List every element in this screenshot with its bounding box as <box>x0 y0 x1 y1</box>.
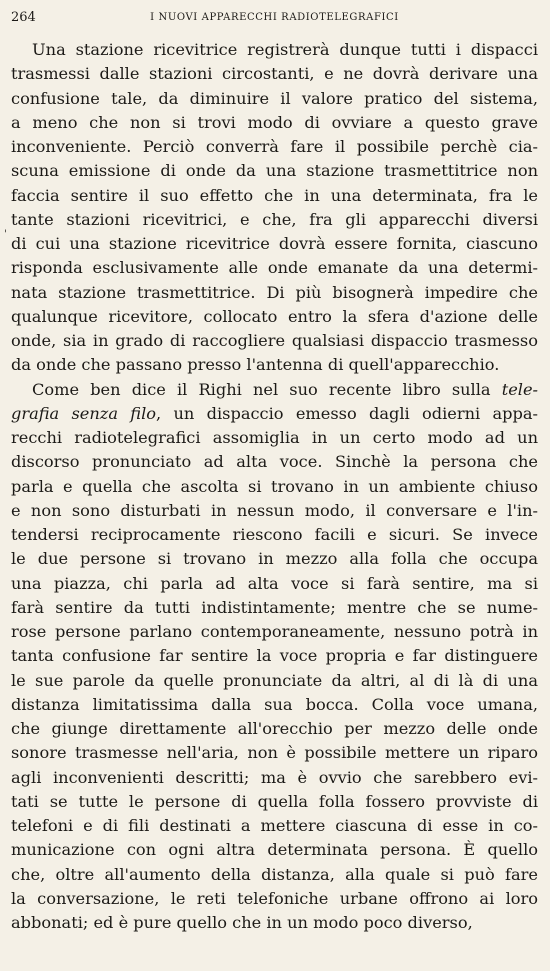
paragraph <box>11 378 538 936</box>
margin-mark: ' <box>4 229 7 240</box>
text-line: e non sono disturbati in nessun modo, il conversare e l'in- <box>11 500 538 520</box>
text-line: tendersi reciprocamente riescono facili e sicuri. Se invece <box>11 525 538 544</box>
text-line: risponda esclusivamente alle onde emanate da una determi- <box>11 258 538 278</box>
running-title: I NUOVI APPARECCHI RADIOTELEGRAFICI <box>150 12 399 23</box>
text-line: trasmessi dalle stazioni circostanti, e ne dovrà derivare una <box>11 64 538 84</box>
text-line: sonore trasmesse nell'aria, non è possibile mettere un riparo <box>11 743 538 763</box>
text-line: recchi radiotelegrafici assomiglia in un certo modo ad un <box>11 428 538 447</box>
text-line: tanta confusione far sentire la voce propria e far distinguere <box>11 646 538 666</box>
text-line: abbonati; ed è pure quello che in un modo poco diverso, <box>11 913 473 932</box>
text-line: che, oltre all'aumento della distanza, alla quale si può fare <box>11 864 538 884</box>
page-header <box>11 8 538 32</box>
text-line: le due persone si trovano in mezzo alla folla che occupa <box>11 549 538 569</box>
text-line: discorso pronunciato ad alta voce. Sinchè la persona che <box>11 452 538 472</box>
text-line: una piazza, chi parla ad alta voce si farà sentire, ma si <box>11 573 538 593</box>
text-line: Come ben dice il Righi nel suo recente libro sulla tele- <box>32 379 538 399</box>
text-line: grafia senza filo, un dispaccio emesso dagli odierni appa- <box>11 403 539 423</box>
body-text <box>11 38 538 935</box>
text-line: che giunge direttamente all'orecchio per mezzo delle onde <box>11 719 538 738</box>
page-number: 264 <box>11 10 36 25</box>
text-line: confusione tale, da diminuire il valore pratico del sistema, <box>11 88 538 108</box>
text-line: agli inconvenienti descritti; ma è ovvio che sarebbero evi- <box>11 767 538 787</box>
text-line: Una stazione ricevitrice registrerà dunque tutti i dispacci <box>32 40 538 59</box>
text-line: telefoni e di fili destinati a mettere ciascuna di esse in co- <box>11 816 538 835</box>
text-line: municazione con ogni altra determinata persona. È quello <box>11 840 538 860</box>
text-line: inconveniente. Perciò converrà fare il possibile perchè cia- <box>11 137 538 156</box>
book-title-fragment: grafia senza filo <box>11 403 157 423</box>
text-line: rose persone parlano contemporaneamente, nessuno potrà in <box>11 622 538 641</box>
text-line: farà sentire da tutti indistintamente; mentre che se nume- <box>11 597 538 617</box>
text-line: le sue parole da quelle pronunciate da altri, al di là di una <box>11 670 538 690</box>
paragraph <box>11 38 538 378</box>
text-line: scuna emissione di onde da una stazione trasmettitrice non <box>11 161 538 181</box>
text-line: di cui una stazione ricevitrice dovrà essere fornita, ciascuno <box>11 234 538 253</box>
text-line: a meno che non si trovi modo di ovviare a questo grave <box>11 112 538 132</box>
text-line: distanza limitatissima dalla sua bocca. Colla voce umana, <box>11 694 538 714</box>
text-line: la conversazione, le reti telefoniche urbane offrono ai loro <box>11 888 538 908</box>
text-line: da onde che passano presso l'antenna di quell'apparecchio. <box>11 355 500 375</box>
text-line: faccia sentire il suo effetto che in una determinata, fra le <box>11 185 538 205</box>
text-line: tati se tutte le persone di quella folla fossero provviste di <box>11 791 538 811</box>
text-line: nata stazione trasmettitrice. Di più bisognerà impedire che <box>11 282 538 302</box>
text-line: qualunque ricevitore, collocato entro la sfera d'azione delle <box>11 306 538 326</box>
text-line: tante stazioni ricevitrici, e che, fra gli apparecchi diversi <box>11 209 538 229</box>
text-line: parla e quella che ascolta si trovano in un ambiente chiuso <box>11 476 538 496</box>
book-title-fragment: tele- <box>501 379 538 399</box>
text-line: onde, sia in grado di raccogliere qualsiasi dispaccio trasmesso <box>11 331 538 350</box>
